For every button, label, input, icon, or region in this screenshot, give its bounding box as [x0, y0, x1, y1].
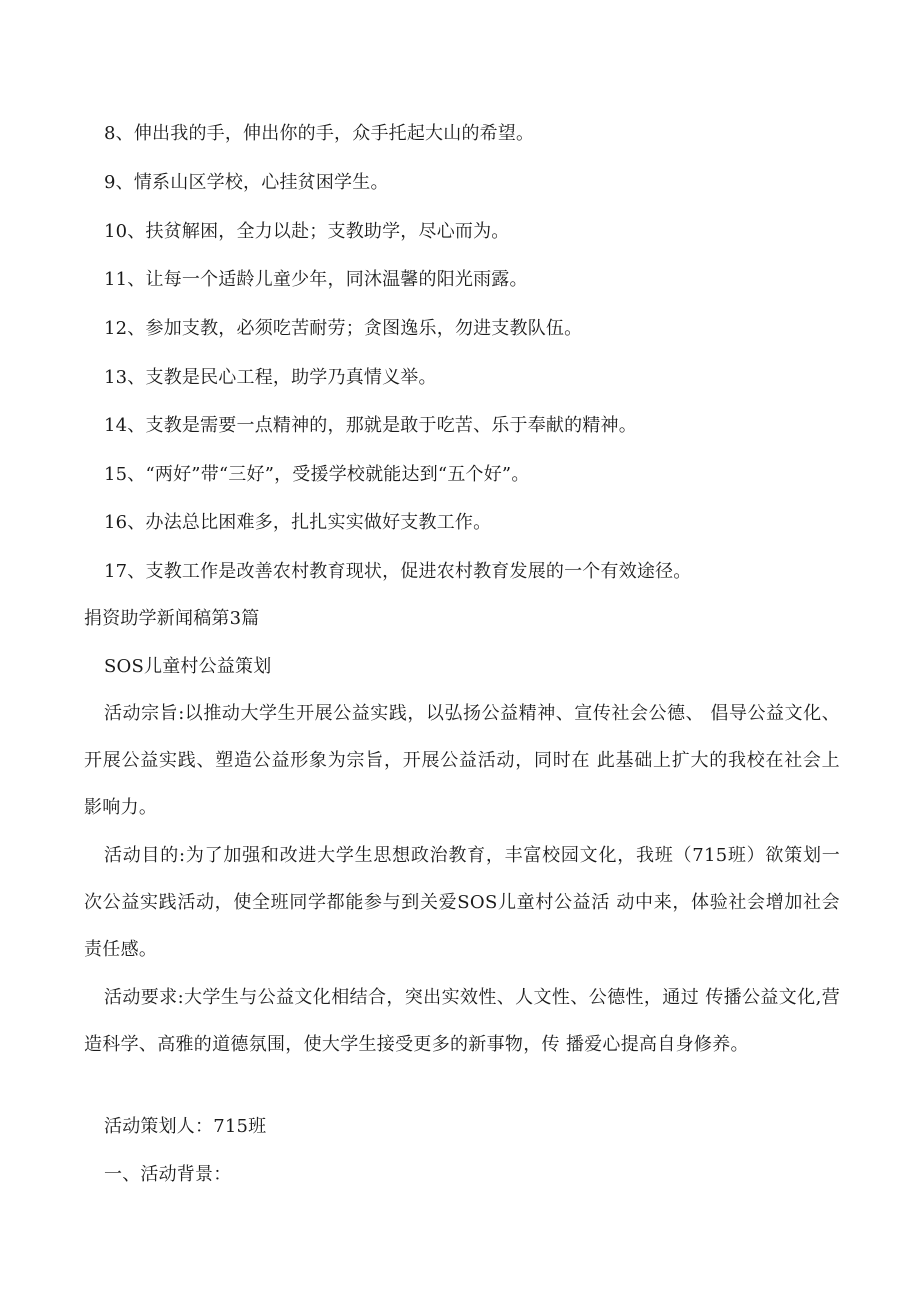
- list-item-12: 12、参加支教，必须吃苦耐劳；贪图逸乐，勿进支教队伍。: [104, 318, 583, 339]
- list-item-15: 15、“两好”带“三好”，受援学校就能达到“五个好”。: [104, 464, 530, 485]
- list-item-9: 9、情系山区学校，心挂贫困学生。: [104, 172, 389, 193]
- list-item-11: 11、让每一个适龄儿童少年，同沐温馨的阳光雨露。: [104, 269, 528, 290]
- list-item-17: 17、支教工作是改善农村教育现状，促进农村教育发展的一个有效途径。: [104, 561, 692, 582]
- list-item-13: 13、支教是民心工程，助学乃真情义举。: [104, 367, 437, 388]
- purpose-paragraph: 活动宗旨:以推动大学生开展公益实践，以弘扬公益精神、宣传社会公德、 倡导公益文化、开展公益实践、塑造公益形象为宗旨，开展公益活动，同时在 此基础上扩大的我校在社会上影响力。: [84, 703, 840, 818]
- background-heading: 一、活动背景：: [104, 1164, 232, 1185]
- section-heading: 捐资助学新闻稿第3篇: [84, 608, 260, 629]
- list-item-16: 16、办法总比困难多，扎扎实实做好支教工作。: [104, 512, 492, 533]
- list-item-14: 14、支教是需要一点精神的，那就是敢于吃苦、乐于奉献的精神。: [104, 415, 637, 436]
- requirement-paragraph: 活动要求:大学生与公益文化相结合，突出实效性、人文性、公德性，通过 传播公益文化,营造科学、高雅的道德氛围，使大学生接受更多的新事物，传 播爱心提高自身修养。: [84, 987, 840, 1055]
- list-item-8: 8、伸出我的手，伸出你的手，众手托起大山的希望。: [104, 123, 535, 144]
- planner-line: 活动策划人：715班: [104, 1116, 267, 1137]
- sub-title: SOS儿童村公益策划: [104, 656, 272, 677]
- goal-paragraph: 活动目的:为了加强和改进大学生思想政治教育，丰富校园文化，我班（715班）欲策划一次公益实践活动，使全班同学都能参与到关爱SOS儿童村公益活 动中来，体验社会增加社会责任感。: [84, 845, 840, 960]
- list-item-10: 10、扶贫解困，全力以赴；支教助学，尽心而为。: [104, 221, 510, 242]
